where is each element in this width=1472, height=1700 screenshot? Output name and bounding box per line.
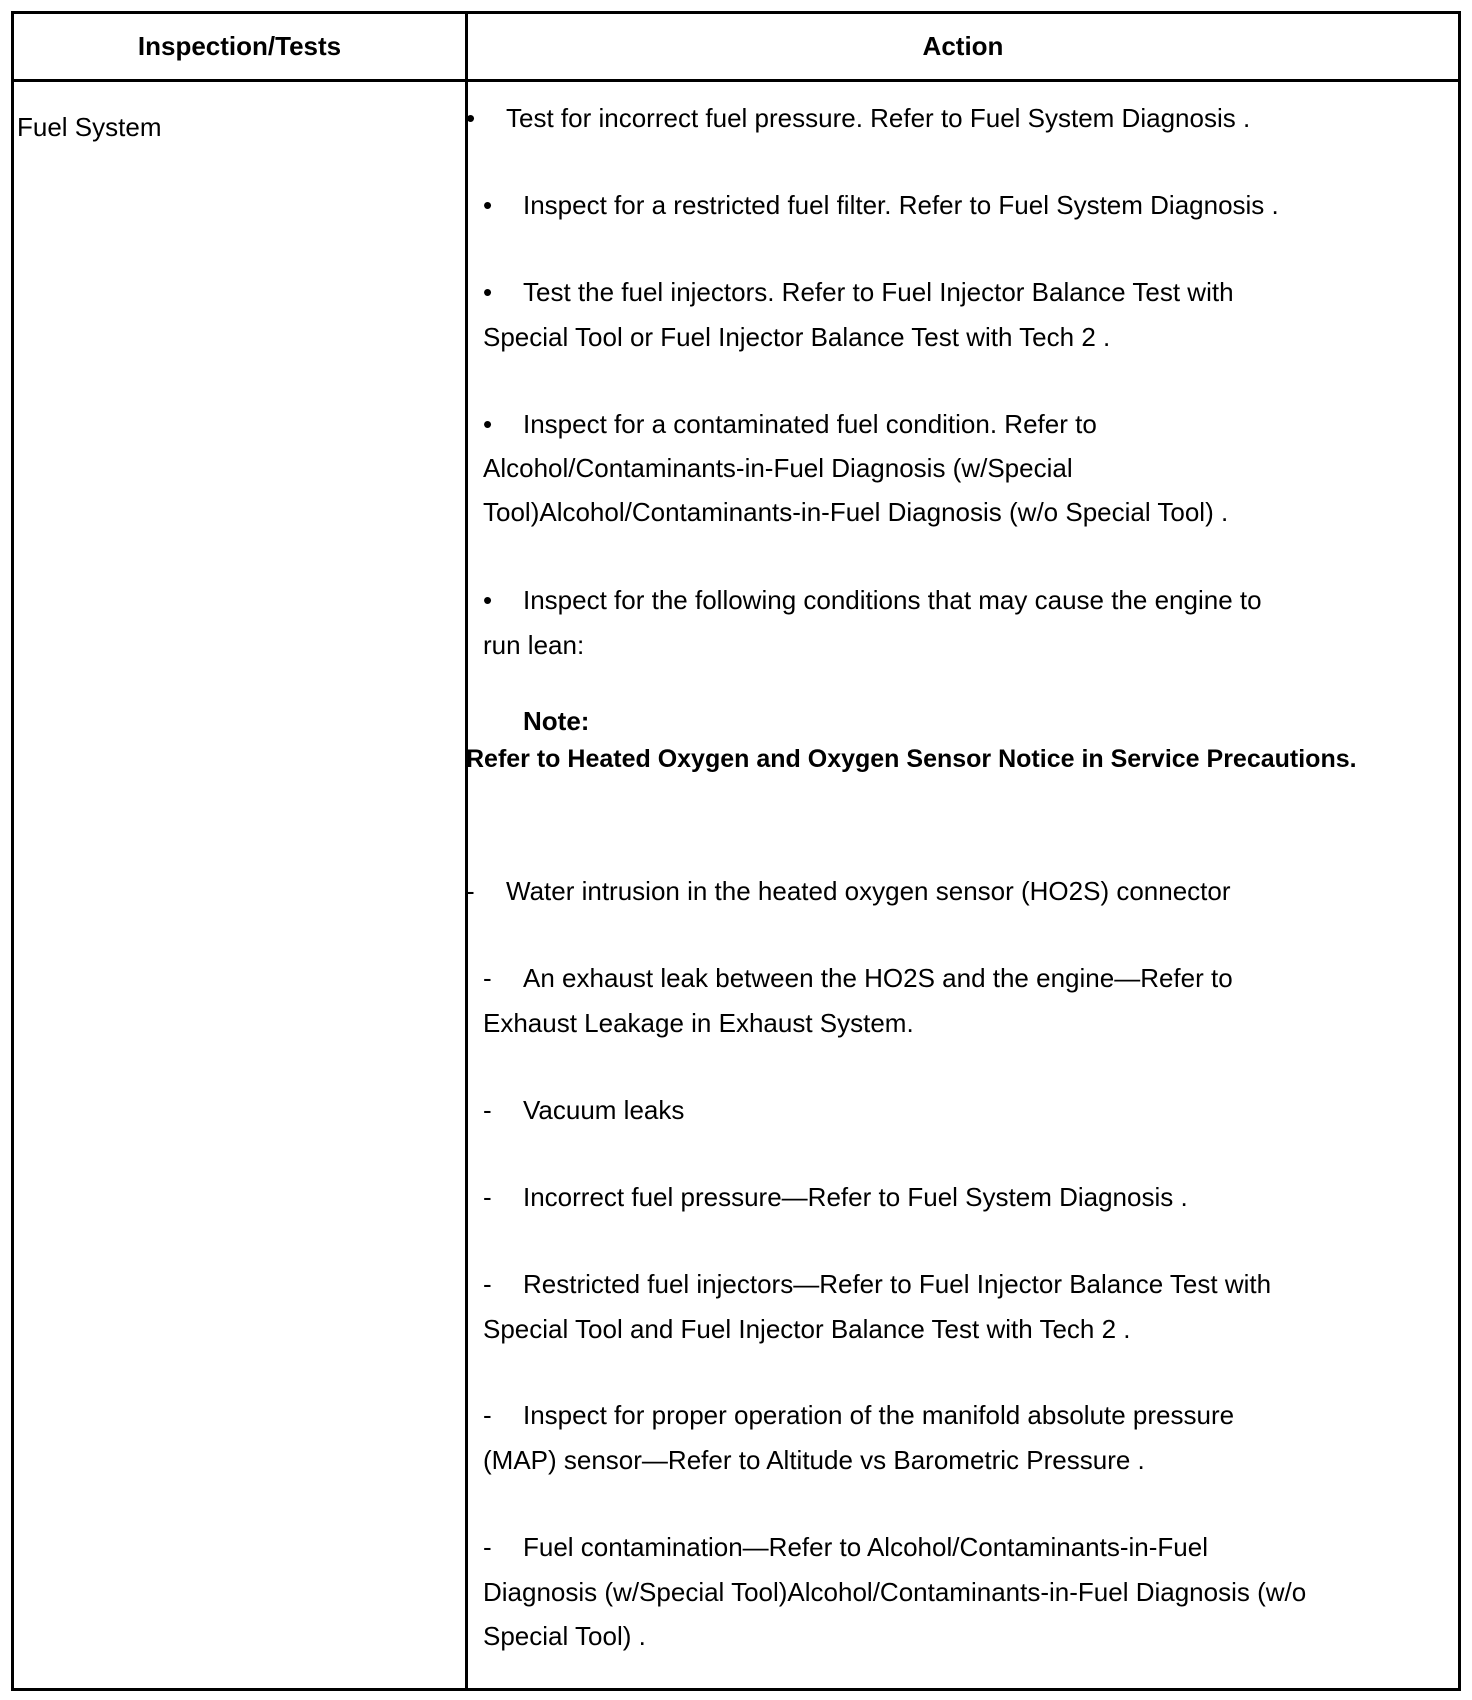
action-text-continued: Tool)Alcohol/Contaminants-in-Fuel Diagnosis (w/o Special Tool) . xyxy=(483,497,1229,527)
bullet-marker: • xyxy=(483,409,493,439)
header-action: Action xyxy=(922,31,1004,61)
condition-item xyxy=(483,1525,1208,1569)
dash-marker: - xyxy=(483,1182,492,1212)
dash-marker: - xyxy=(483,1269,492,1299)
condition-text-continued: Special Tool) . xyxy=(483,1621,646,1651)
action-text: Test the fuel injectors. Refer to Fuel Injector Balance Test with xyxy=(523,277,1234,307)
condition-text-continued: Exhaust Leakage in Exhaust System. xyxy=(483,1008,914,1038)
action-item xyxy=(483,183,1279,227)
header-inspection-tests: Inspection/Tests xyxy=(137,31,342,61)
action-text: Inspect for a contaminated fuel condition. Refer to xyxy=(523,409,1097,439)
condition-text: An exhaust leak between the HO2S and the engine—Refer to xyxy=(523,963,1233,993)
condition-text: Restricted fuel injectors—Refer to Fuel Injector Balance Test with xyxy=(523,1269,1272,1299)
condition-text: Fuel contamination—Refer to Alcohol/Contaminants-in-Fuel xyxy=(523,1532,1209,1562)
bullet-marker: • xyxy=(483,585,493,615)
condition-text-continued: Special Tool and Fuel Injector Balance Test with Tech 2 . xyxy=(483,1314,1131,1344)
bullet-marker: • xyxy=(483,277,493,307)
condition-item xyxy=(483,1175,1188,1219)
condition-text: Inspect for proper operation of the manifold absolute pressure xyxy=(523,1400,1235,1430)
action-text: Inspect for the following conditions that may cause the engine to xyxy=(523,585,1262,615)
condition-text: Water intrusion in the heated oxygen sensor (HO2S) connector xyxy=(506,876,1231,906)
action-text: Test for incorrect fuel pressure. Refer to Fuel System Diagnosis . xyxy=(506,103,1251,133)
action-text-continued: Special Tool or Fuel Injector Balance Test with Tech 2 . xyxy=(483,322,1111,352)
bullet-marker: • xyxy=(466,103,476,133)
condition-item xyxy=(483,1262,1271,1306)
dash-marker: - xyxy=(466,876,475,906)
note-text: Refer to Heated Oxygen and Oxygen Sensor Notice in Service Precautions. xyxy=(466,745,1357,773)
inspection-cell: Fuel System xyxy=(17,112,162,142)
action-text-continued: run lean: xyxy=(483,630,585,660)
action-item xyxy=(483,402,1097,446)
condition-item xyxy=(466,869,1231,913)
condition-item xyxy=(483,956,1233,1000)
action-item xyxy=(483,270,1234,314)
dash-marker: - xyxy=(483,1532,492,1562)
dash-marker: - xyxy=(483,1095,492,1125)
action-item xyxy=(466,96,1250,140)
condition-text-continued: (MAP) sensor—Refer to Altitude vs Barometric Pressure . xyxy=(483,1445,1145,1475)
condition-item xyxy=(483,1393,1234,1437)
condition-text-continued: Diagnosis (w/Special Tool)Alcohol/Contaminants-in-Fuel Diagnosis (w/o xyxy=(483,1577,1307,1607)
note-title: Note: xyxy=(523,706,590,736)
bullet-marker: • xyxy=(483,190,493,220)
action-item xyxy=(483,578,1262,622)
condition-text: Incorrect fuel pressure—Refer to Fuel System Diagnosis . xyxy=(523,1182,1188,1212)
column-divider xyxy=(465,14,468,1688)
table-header-row xyxy=(14,14,1458,82)
condition-text: Vacuum leaks xyxy=(523,1095,685,1125)
action-text: Inspect for a restricted fuel filter. Refer to Fuel System Diagnosis . xyxy=(523,190,1279,220)
dash-marker: - xyxy=(483,963,492,993)
condition-item xyxy=(483,1088,684,1132)
action-text-continued: Alcohol/Contaminants-in-Fuel Diagnosis (w/Special xyxy=(483,453,1073,483)
dash-marker: - xyxy=(483,1400,492,1430)
